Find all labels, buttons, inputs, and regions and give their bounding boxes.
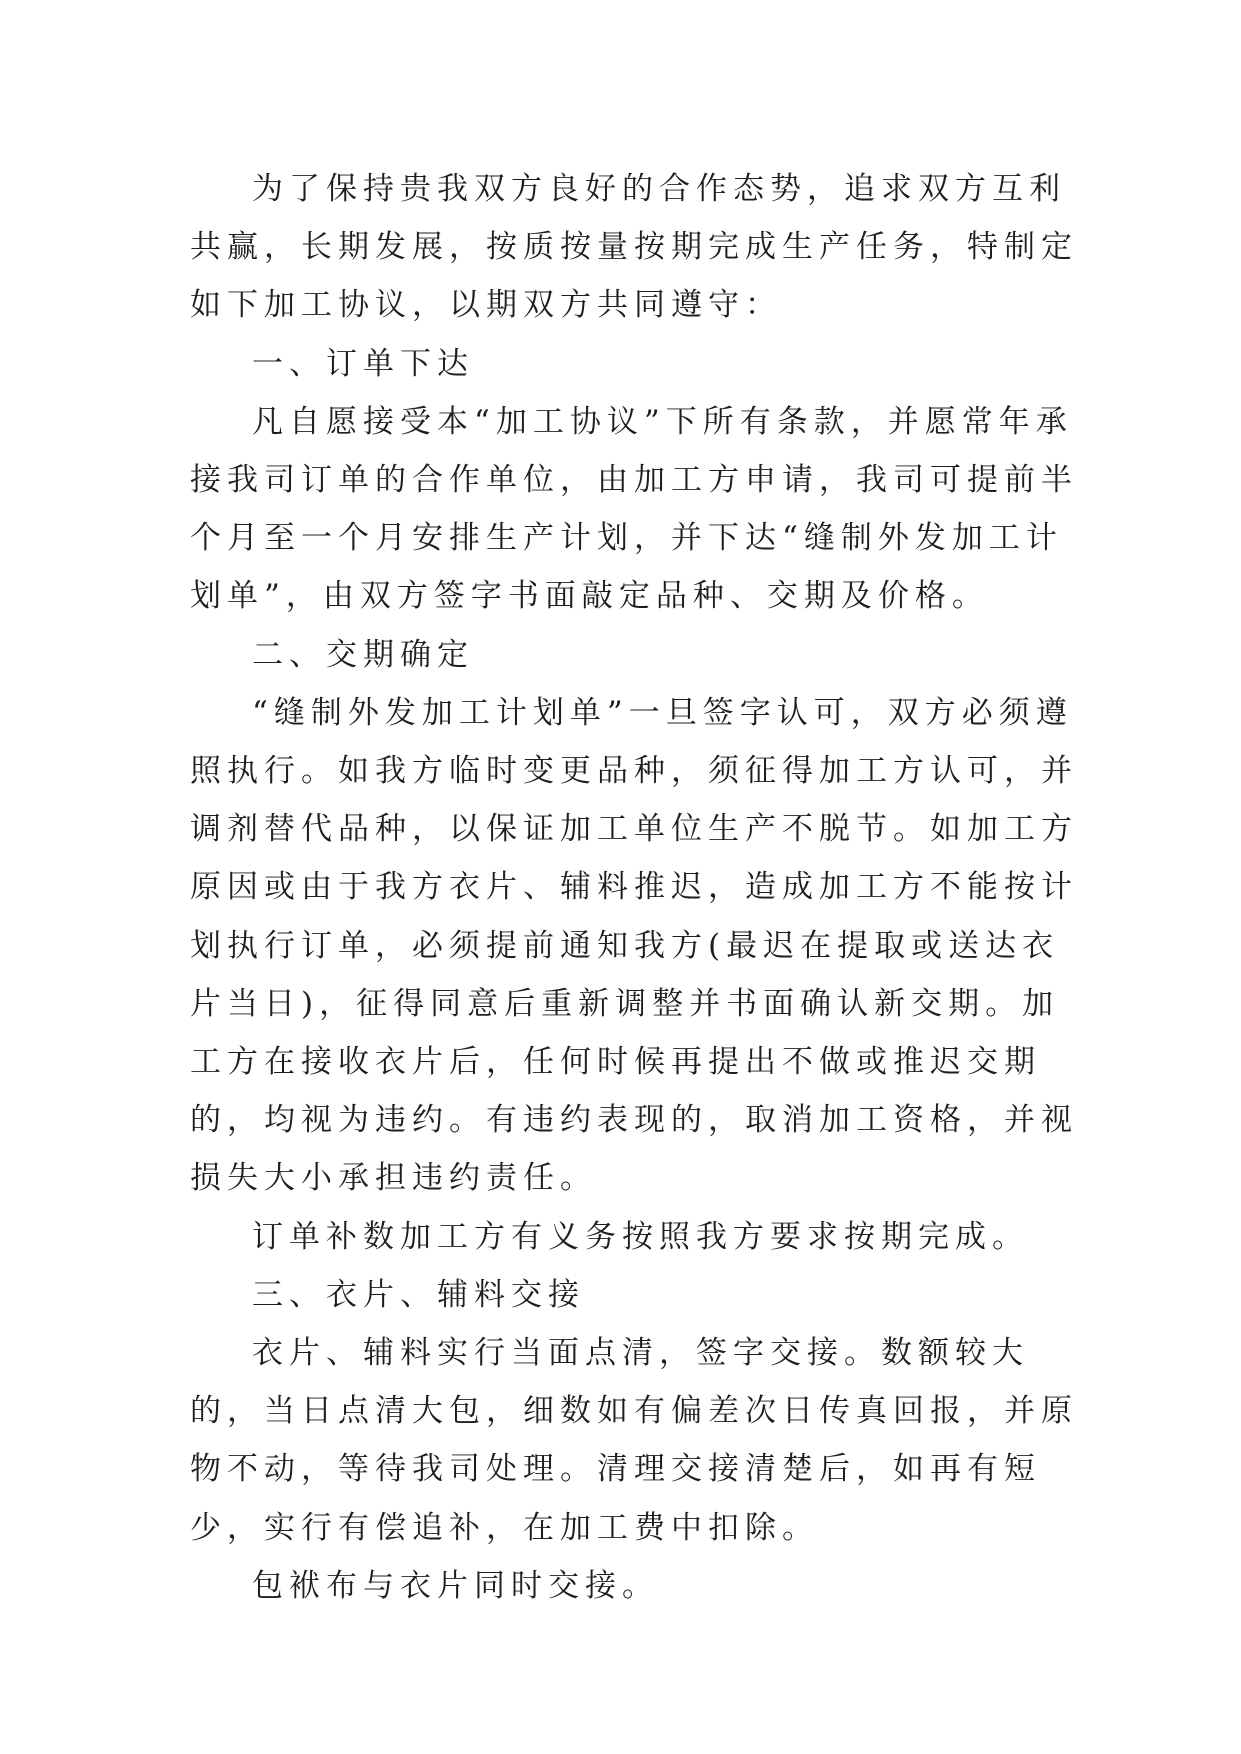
section-heading-handover: 三、衣片、辅料交接 [252, 1276, 585, 1313]
document-page [190, 160, 1090, 1615]
order-paragraph: 凡自愿接受本“加工协议”下所有条款，并愿常年承接我司订单的合作单位，由加工方申请，我司可提前半个月至一个月安排生产计划，并下达“缝制外发加工计划单”，由双方签字书面敲定品种、交期及价格。 [190, 403, 1078, 615]
delivery-paragraph: “缝制外发加工计划单”一旦签字认可，双方必须遵照执行。如我方临时变更品种，须征得加工方认可，并调剂替代品种，以保证加工单位生产不脱节。如加工方原因或由于我方衣片、辅料推迟，造成加工方不能按计划执行订单，必须提前通知我方(最迟在提取或送达衣片当日)，征得同意后重新调整并书面确认新交期。加工方在接收衣片后，任何时候再提出不做或推迟交期的，均视为违约。有违约表现的，取消加工资格，并视损失大小承担违约责任。 [190, 694, 1078, 1197]
handover-paragraph: 衣片、辅料实行当面点清，签字交接。数额较大的，当日点清大包，细数如有偏差次日传真回报，并原物不动，等待我司处理。清理交接清楚后，如再有短少，实行有偿追补，在加工费中扣除。 [190, 1335, 1078, 1546]
section-heading-order: 一、订单下达 [252, 345, 474, 382]
intro-paragraph: 为了保持贵我双方良好的合作态势，追求双方互利共赢，长期发展，按质按量按期完成生产任务，特制定如下加工协议，以期双方共同遵守： [190, 171, 1078, 324]
section-heading-delivery: 二、交期确定 [252, 636, 474, 673]
wrapping-cloth-paragraph: 包袱布与衣片同时交接。 [252, 1567, 659, 1604]
supplement-paragraph: 订单补数加工方有义务按照我方要求按期完成。 [252, 1218, 1029, 1255]
